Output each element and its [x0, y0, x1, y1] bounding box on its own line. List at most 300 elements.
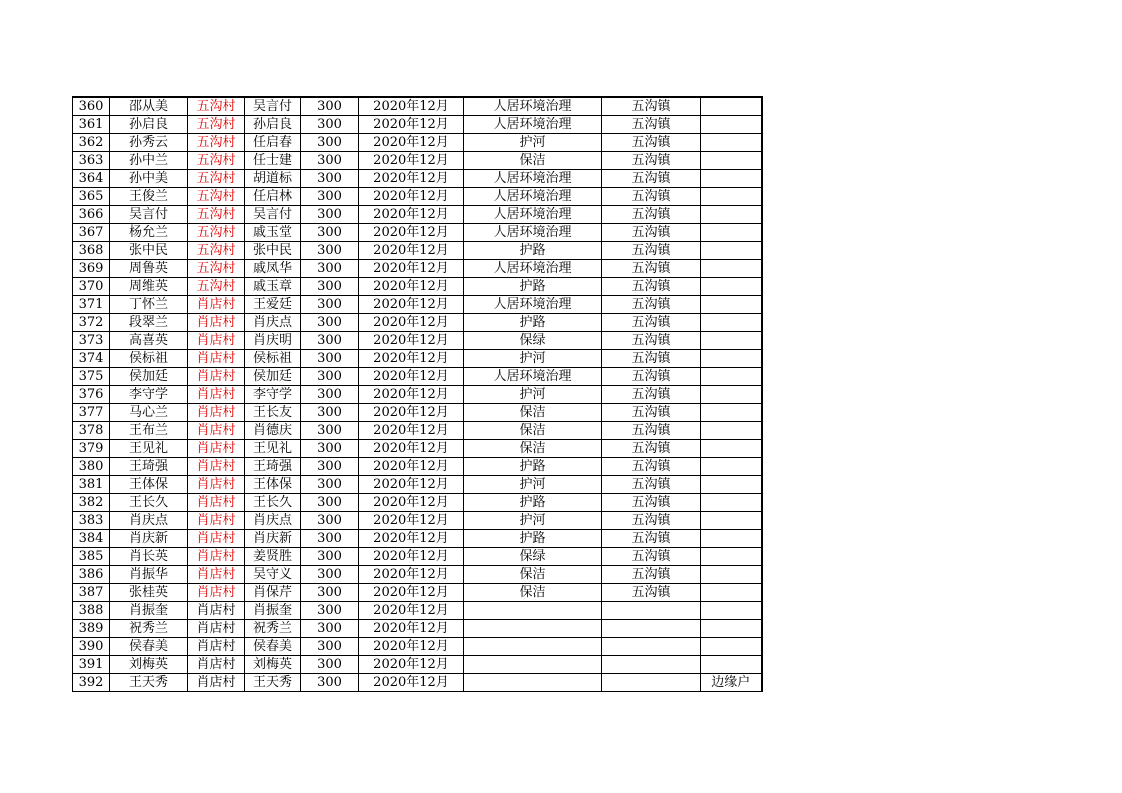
table-row [73, 638, 762, 656]
person-name-cell: 肖长英 [110, 548, 188, 566]
payee-name-cell: 王体保 [245, 476, 301, 494]
town-cell: 五沟镇 [602, 206, 701, 224]
remark-cell [701, 350, 762, 368]
row-number-cell: 387 [73, 584, 110, 602]
table-row [73, 134, 762, 152]
person-name-cell: 肖振奎 [110, 602, 188, 620]
post-type-cell: 保洁 [464, 422, 602, 440]
month-cell: 2020年12月 [359, 494, 464, 512]
payee-name-cell: 肖振奎 [245, 602, 301, 620]
town-cell: 五沟镇 [602, 170, 701, 188]
payee-name-cell: 刘梅英 [245, 656, 301, 674]
payee-name-cell: 肖庆点 [245, 314, 301, 332]
payee-name-cell: 肖德庆 [245, 422, 301, 440]
remark-cell [701, 242, 762, 260]
table-row [73, 332, 762, 350]
village-cell: 肖店村 [188, 386, 245, 404]
person-name-cell: 周维英 [110, 278, 188, 296]
month-cell: 2020年12月 [359, 386, 464, 404]
table-row [73, 97, 762, 116]
remark-cell: 边缘户 [701, 674, 762, 692]
row-number-cell: 379 [73, 440, 110, 458]
post-type-cell: 护河 [464, 512, 602, 530]
payee-name-cell: 姜贤胜 [245, 548, 301, 566]
village-cell: 五沟村 [188, 260, 245, 278]
payee-name-cell: 胡道标 [245, 170, 301, 188]
month-cell: 2020年12月 [359, 566, 464, 584]
town-cell: 五沟镇 [602, 260, 701, 278]
table-row [73, 512, 762, 530]
village-cell: 肖店村 [188, 296, 245, 314]
amount-cell: 300 [301, 97, 359, 116]
table-row [73, 404, 762, 422]
post-type-cell: 保洁 [464, 404, 602, 422]
post-type-cell [464, 620, 602, 638]
person-name-cell: 孙秀云 [110, 134, 188, 152]
post-type-cell: 人居环境治理 [464, 296, 602, 314]
post-type-cell: 保洁 [464, 584, 602, 602]
row-number-cell: 381 [73, 476, 110, 494]
amount-cell: 300 [301, 476, 359, 494]
payee-name-cell: 王天秀 [245, 674, 301, 692]
table-row [73, 530, 762, 548]
table-row [73, 278, 762, 296]
remark-cell [701, 332, 762, 350]
village-cell: 肖店村 [188, 674, 245, 692]
row-number-cell: 371 [73, 296, 110, 314]
table-row [73, 260, 762, 278]
row-number-cell: 380 [73, 458, 110, 476]
row-number-cell: 392 [73, 674, 110, 692]
person-name-cell: 张桂英 [110, 584, 188, 602]
row-number-cell: 369 [73, 260, 110, 278]
month-cell: 2020年12月 [359, 404, 464, 422]
table-row [73, 188, 762, 206]
town-cell: 五沟镇 [602, 566, 701, 584]
payee-name-cell: 肖庆明 [245, 332, 301, 350]
town-cell: 五沟镇 [602, 404, 701, 422]
row-number-cell: 385 [73, 548, 110, 566]
payee-name-cell: 肖保芹 [245, 584, 301, 602]
town-cell: 五沟镇 [602, 97, 701, 116]
village-cell: 五沟村 [188, 242, 245, 260]
village-cell: 肖店村 [188, 638, 245, 656]
remark-cell [701, 134, 762, 152]
remark-cell [701, 620, 762, 638]
amount-cell: 300 [301, 440, 359, 458]
person-name-cell: 孙中美 [110, 170, 188, 188]
person-name-cell: 王体保 [110, 476, 188, 494]
payee-name-cell: 吴守义 [245, 566, 301, 584]
payee-name-cell: 吴言付 [245, 97, 301, 116]
payee-name-cell: 王长友 [245, 404, 301, 422]
row-number-cell: 390 [73, 638, 110, 656]
amount-cell: 300 [301, 548, 359, 566]
amount-cell: 300 [301, 278, 359, 296]
post-type-cell: 护路 [464, 278, 602, 296]
month-cell: 2020年12月 [359, 602, 464, 620]
person-name-cell: 段翠兰 [110, 314, 188, 332]
town-cell: 五沟镇 [602, 332, 701, 350]
village-cell: 肖店村 [188, 494, 245, 512]
remark-cell [701, 476, 762, 494]
village-cell: 五沟村 [188, 188, 245, 206]
town-cell [602, 620, 701, 638]
person-name-cell: 王天秀 [110, 674, 188, 692]
payee-name-cell: 孙启良 [245, 116, 301, 134]
row-number-cell: 360 [73, 97, 110, 116]
town-cell: 五沟镇 [602, 440, 701, 458]
row-number-cell: 365 [73, 188, 110, 206]
town-cell: 五沟镇 [602, 458, 701, 476]
town-cell [602, 638, 701, 656]
person-name-cell: 李守学 [110, 386, 188, 404]
person-name-cell: 高喜英 [110, 332, 188, 350]
row-number-cell: 388 [73, 602, 110, 620]
village-cell: 五沟村 [188, 97, 245, 116]
town-cell: 五沟镇 [602, 494, 701, 512]
post-type-cell: 护路 [464, 530, 602, 548]
town-cell: 五沟镇 [602, 512, 701, 530]
town-cell: 五沟镇 [602, 314, 701, 332]
remark-cell [701, 188, 762, 206]
amount-cell: 300 [301, 224, 359, 242]
table-row [73, 206, 762, 224]
table-row [73, 350, 762, 368]
remark-cell [701, 224, 762, 242]
amount-cell: 300 [301, 602, 359, 620]
row-number-cell: 377 [73, 404, 110, 422]
amount-cell: 300 [301, 620, 359, 638]
payee-name-cell: 侯加廷 [245, 368, 301, 386]
month-cell: 2020年12月 [359, 152, 464, 170]
table-row [73, 674, 762, 692]
amount-cell: 300 [301, 368, 359, 386]
town-cell: 五沟镇 [602, 350, 701, 368]
row-number-cell: 362 [73, 134, 110, 152]
payee-name-cell: 任启春 [245, 134, 301, 152]
post-type-cell: 护河 [464, 476, 602, 494]
month-cell: 2020年12月 [359, 584, 464, 602]
person-name-cell: 肖振华 [110, 566, 188, 584]
village-cell: 五沟村 [188, 224, 245, 242]
village-cell: 肖店村 [188, 314, 245, 332]
month-cell: 2020年12月 [359, 314, 464, 332]
post-type-cell: 人居环境治理 [464, 97, 602, 116]
amount-cell: 300 [301, 638, 359, 656]
month-cell: 2020年12月 [359, 260, 464, 278]
village-cell: 肖店村 [188, 368, 245, 386]
person-name-cell: 马心兰 [110, 404, 188, 422]
table-row [73, 296, 762, 314]
person-name-cell: 张中民 [110, 242, 188, 260]
amount-cell: 300 [301, 422, 359, 440]
month-cell: 2020年12月 [359, 476, 464, 494]
month-cell: 2020年12月 [359, 206, 464, 224]
row-number-cell: 391 [73, 656, 110, 674]
village-cell: 肖店村 [188, 332, 245, 350]
town-cell: 五沟镇 [602, 134, 701, 152]
month-cell: 2020年12月 [359, 242, 464, 260]
remark-cell [701, 170, 762, 188]
village-cell: 五沟村 [188, 206, 245, 224]
person-name-cell: 王布兰 [110, 422, 188, 440]
table-row [73, 566, 762, 584]
table-row [73, 224, 762, 242]
amount-cell: 300 [301, 530, 359, 548]
village-cell: 五沟村 [188, 278, 245, 296]
village-cell: 肖店村 [188, 476, 245, 494]
payee-name-cell: 侯春美 [245, 638, 301, 656]
month-cell: 2020年12月 [359, 512, 464, 530]
payee-name-cell: 李守学 [245, 386, 301, 404]
month-cell: 2020年12月 [359, 350, 464, 368]
village-cell: 五沟村 [188, 152, 245, 170]
payee-name-cell: 任士建 [245, 152, 301, 170]
town-cell: 五沟镇 [602, 116, 701, 134]
table-row [73, 602, 762, 620]
post-type-cell: 人居环境治理 [464, 224, 602, 242]
person-name-cell: 邵从美 [110, 97, 188, 116]
month-cell: 2020年12月 [359, 296, 464, 314]
table-row [73, 494, 762, 512]
row-number-cell: 389 [73, 620, 110, 638]
village-cell: 肖店村 [188, 422, 245, 440]
table-row [73, 440, 762, 458]
town-cell: 五沟镇 [602, 152, 701, 170]
village-cell: 肖店村 [188, 512, 245, 530]
row-number-cell: 367 [73, 224, 110, 242]
month-cell: 2020年12月 [359, 656, 464, 674]
amount-cell: 300 [301, 260, 359, 278]
village-cell: 肖店村 [188, 350, 245, 368]
amount-cell: 300 [301, 188, 359, 206]
remark-cell [701, 530, 762, 548]
post-type-cell: 护路 [464, 458, 602, 476]
row-number-cell: 364 [73, 170, 110, 188]
town-cell: 五沟镇 [602, 530, 701, 548]
remark-cell [701, 278, 762, 296]
row-number-cell: 386 [73, 566, 110, 584]
remark-cell [701, 386, 762, 404]
village-cell: 五沟村 [188, 116, 245, 134]
table-row [73, 458, 762, 476]
row-number-cell: 372 [73, 314, 110, 332]
town-cell: 五沟镇 [602, 584, 701, 602]
town-cell: 五沟镇 [602, 476, 701, 494]
row-number-cell: 361 [73, 116, 110, 134]
person-name-cell: 祝秀兰 [110, 620, 188, 638]
month-cell: 2020年12月 [359, 97, 464, 116]
post-type-cell: 护河 [464, 134, 602, 152]
village-cell: 肖店村 [188, 602, 245, 620]
person-name-cell: 肖庆点 [110, 512, 188, 530]
table-row [73, 422, 762, 440]
person-name-cell: 侯春美 [110, 638, 188, 656]
remark-cell [701, 116, 762, 134]
table-row [73, 314, 762, 332]
remark-cell [701, 656, 762, 674]
amount-cell: 300 [301, 350, 359, 368]
town-cell: 五沟镇 [602, 224, 701, 242]
person-name-cell: 王琦强 [110, 458, 188, 476]
post-type-cell: 人居环境治理 [464, 170, 602, 188]
amount-cell: 300 [301, 404, 359, 422]
remark-cell [701, 440, 762, 458]
post-type-cell: 人居环境治理 [464, 368, 602, 386]
town-cell: 五沟镇 [602, 368, 701, 386]
payee-name-cell: 王长久 [245, 494, 301, 512]
village-cell: 肖店村 [188, 620, 245, 638]
person-name-cell: 周鲁英 [110, 260, 188, 278]
post-type-cell: 人居环境治理 [464, 116, 602, 134]
remark-cell [701, 314, 762, 332]
month-cell: 2020年12月 [359, 224, 464, 242]
month-cell: 2020年12月 [359, 368, 464, 386]
table-row [73, 242, 762, 260]
row-number-cell: 378 [73, 422, 110, 440]
table-row [73, 152, 762, 170]
table-row [73, 476, 762, 494]
town-cell: 五沟镇 [602, 242, 701, 260]
month-cell: 2020年12月 [359, 422, 464, 440]
payee-name-cell: 王琦强 [245, 458, 301, 476]
row-number-cell: 374 [73, 350, 110, 368]
row-number-cell: 363 [73, 152, 110, 170]
town-cell [602, 602, 701, 620]
person-name-cell: 王见礼 [110, 440, 188, 458]
remark-cell [701, 368, 762, 386]
amount-cell: 300 [301, 242, 359, 260]
remark-cell [701, 494, 762, 512]
remark-cell [701, 638, 762, 656]
person-name-cell: 王长久 [110, 494, 188, 512]
payee-name-cell: 戚玉章 [245, 278, 301, 296]
amount-cell: 300 [301, 116, 359, 134]
person-name-cell: 侯加廷 [110, 368, 188, 386]
post-type-cell: 保洁 [464, 440, 602, 458]
row-number-cell: 366 [73, 206, 110, 224]
amount-cell: 300 [301, 656, 359, 674]
village-cell: 肖店村 [188, 584, 245, 602]
amount-cell: 300 [301, 170, 359, 188]
amount-cell: 300 [301, 206, 359, 224]
row-number-cell: 368 [73, 242, 110, 260]
post-type-cell: 护路 [464, 314, 602, 332]
row-number-cell: 370 [73, 278, 110, 296]
table-row [73, 584, 762, 602]
remark-cell [701, 422, 762, 440]
payee-name-cell: 王见礼 [245, 440, 301, 458]
amount-cell: 300 [301, 296, 359, 314]
amount-cell: 300 [301, 566, 359, 584]
row-number-cell: 382 [73, 494, 110, 512]
person-name-cell: 侯标祖 [110, 350, 188, 368]
post-type-cell: 保洁 [464, 566, 602, 584]
remark-cell [701, 602, 762, 620]
post-type-cell: 护路 [464, 242, 602, 260]
table-row [73, 386, 762, 404]
town-cell: 五沟镇 [602, 422, 701, 440]
payee-name-cell: 肖庆点 [245, 512, 301, 530]
remark-cell [701, 206, 762, 224]
village-cell: 肖店村 [188, 404, 245, 422]
table-row [73, 548, 762, 566]
amount-cell: 300 [301, 674, 359, 692]
table-row [73, 368, 762, 386]
payee-name-cell: 侯标祖 [245, 350, 301, 368]
month-cell: 2020年12月 [359, 116, 464, 134]
person-name-cell: 杨允兰 [110, 224, 188, 242]
post-type-cell: 护河 [464, 386, 602, 404]
post-type-cell [464, 602, 602, 620]
data-table [72, 96, 763, 692]
post-type-cell: 人居环境治理 [464, 188, 602, 206]
post-type-cell: 保绿 [464, 332, 602, 350]
post-type-cell: 保洁 [464, 152, 602, 170]
remark-cell [701, 548, 762, 566]
amount-cell: 300 [301, 332, 359, 350]
remark-cell [701, 458, 762, 476]
remark-cell [701, 152, 762, 170]
post-type-cell: 人居环境治理 [464, 206, 602, 224]
post-type-cell: 护路 [464, 494, 602, 512]
month-cell: 2020年12月 [359, 638, 464, 656]
town-cell: 五沟镇 [602, 386, 701, 404]
village-cell: 肖店村 [188, 530, 245, 548]
amount-cell: 300 [301, 134, 359, 152]
month-cell: 2020年12月 [359, 170, 464, 188]
post-type-cell [464, 656, 602, 674]
payee-name-cell: 祝秀兰 [245, 620, 301, 638]
month-cell: 2020年12月 [359, 620, 464, 638]
payee-name-cell: 肖庆新 [245, 530, 301, 548]
person-name-cell: 王俊兰 [110, 188, 188, 206]
row-number-cell: 376 [73, 386, 110, 404]
remark-cell [701, 260, 762, 278]
village-cell: 五沟村 [188, 170, 245, 188]
person-name-cell: 吴言付 [110, 206, 188, 224]
remark-cell [701, 584, 762, 602]
payee-name-cell: 戚玉堂 [245, 224, 301, 242]
town-cell [602, 656, 701, 674]
village-cell: 肖店村 [188, 548, 245, 566]
row-number-cell: 375 [73, 368, 110, 386]
month-cell: 2020年12月 [359, 440, 464, 458]
person-name-cell: 丁怀兰 [110, 296, 188, 314]
amount-cell: 300 [301, 386, 359, 404]
post-type-cell [464, 638, 602, 656]
post-type-cell [464, 674, 602, 692]
town-cell: 五沟镇 [602, 188, 701, 206]
town-cell: 五沟镇 [602, 296, 701, 314]
table-row [73, 656, 762, 674]
village-cell: 肖店村 [188, 656, 245, 674]
village-cell: 肖店村 [188, 566, 245, 584]
table-row [73, 170, 762, 188]
amount-cell: 300 [301, 314, 359, 332]
month-cell: 2020年12月 [359, 332, 464, 350]
table-row [73, 620, 762, 638]
row-number-cell: 373 [73, 332, 110, 350]
payee-name-cell: 张中民 [245, 242, 301, 260]
payee-name-cell: 戚凤华 [245, 260, 301, 278]
row-number-cell: 384 [73, 530, 110, 548]
amount-cell: 300 [301, 584, 359, 602]
payee-name-cell: 任启林 [245, 188, 301, 206]
post-type-cell: 护河 [464, 350, 602, 368]
town-cell: 五沟镇 [602, 278, 701, 296]
